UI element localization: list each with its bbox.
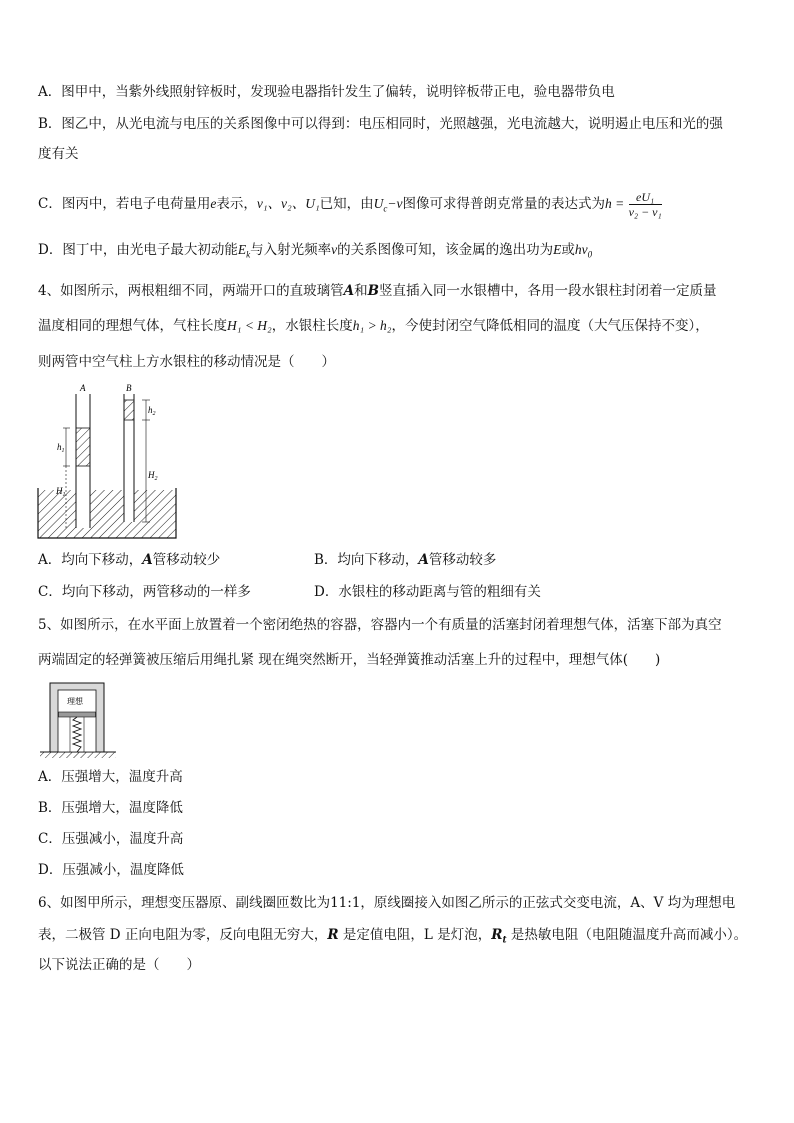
q3-option-d: D．图丁中，由光电子最大初动能$E_k$与入射光频率ν的关系图像可知，该金属的逸出功为E或$h\nu_0$ [38,242,593,260]
label-H1: H [56,486,63,496]
q3-option-c: C．图丙中，若电子电荷量用e表示，ν₁、ν₂、U₁已知，由$U_c-\nu$图像可求得普朗克常量的表达式为h = $\frac{\text{eU₁}}{\text{ν₂ − ν₁}}$ [38,190,662,219]
q4-stem-line3: 则两管中空气柱上方水银柱的移动情况是（ ） [38,354,335,370]
label-H2: H [148,470,155,480]
q3-option-b-line2: 度有关 [38,146,79,162]
label-tube-a: A [80,383,86,393]
q4-stem-line1: 4、如图所示，两根粗细不同，两端开口的直玻璃管A和B竖直插入同一水银槽中，各用一段水银柱封闭着一定质量 [38,283,717,299]
q4-option-a: A．均向下移动，A管移动较少 [38,552,221,568]
tube-a-inside [77,490,90,528]
tube-b-inside [125,490,134,522]
q4-option-b: B．均向下移动，A管移动较多 [314,552,497,568]
q4-option-c: C．均向下移动，两管移动的一样多 [38,584,251,600]
q5-option-c: C．压强减小，温度升高 [38,831,184,847]
q5-option-b: B．压强增大，温度降低 [38,800,183,816]
svg-text:H2: $H_2$ [148,470,158,482]
label-tube-b: B [126,383,132,393]
q6-stem-line3: 以下说法正确的是（ ） [38,957,200,973]
q5-stem-line1: 5、如图所示，在水平面上放置着一个密闭绝热的容器，容器内一个有质量的活塞封闭着理想气体，活塞下部为真空 [38,617,722,633]
q6-stem-line1: 6、如图甲所示，理想变压器原、副线圈匝数比为11:1，原线圈接入如图乙所示的正弦式交变电流，A、V 均为理想电 [38,895,736,911]
q5-container-figure [38,680,118,762]
gas-label: 理想 [67,697,83,706]
q5-option-a: A．压强增大，温度升高 [38,769,183,785]
tube-a-mercury-column [77,428,90,466]
svg-text:h1: $h_1$ [57,442,65,454]
label-h2: h [148,405,153,415]
label-h1: h [57,442,62,452]
q4-tubes-figure [36,380,178,542]
q4-option-d: D．水银柱的移动距离与管的粗细有关 [314,584,541,600]
piston [59,712,96,717]
mercury-trough [38,490,176,538]
q3-option-a: A．图甲中，当紫外线照射锌板时，发现验电器指针发生了偏转，说明锌板带正电，验电器带负电 [38,84,615,100]
q4-stem-line2: 温度相同的理想气体，气柱长度H₁ < H₂，水银柱长度h₁ > h₂，今使封闭空气降低相同的温度（大气压保持不变）， [38,318,709,334]
svg-text:H1: $H_1$ [56,486,66,498]
tube-b-mercury-column [125,400,134,420]
q3-option-b-line1: B．图乙中，从光电流与电压的关系图像中可以得到：电压相同时，光照越强，光电流越大，说明遏止电压和光的强 [38,116,723,132]
q5-stem-line2: 两端固定的轻弹簧被压缩后用绳扎紧 现在绳突然断开，当轻弹簧推动活塞上升的过程中，理想气体( ) [38,652,661,668]
q6-stem-line2: 表，二极管 D 正向电阻为零，反向电阻无穷大，R 是定值电阻，L 是灯泡，$R_t$ 是热敏电阻（电阻随温度升高而减小）。 [38,927,748,946]
q5-option-d: D．压强减小，温度降低 [38,862,184,878]
planck-fraction: $\frac{\text{eU₁}}{\text{ν₂ − ν₁}}$ [628,190,662,219]
svg-text:h2: $h_2$ [148,405,156,417]
